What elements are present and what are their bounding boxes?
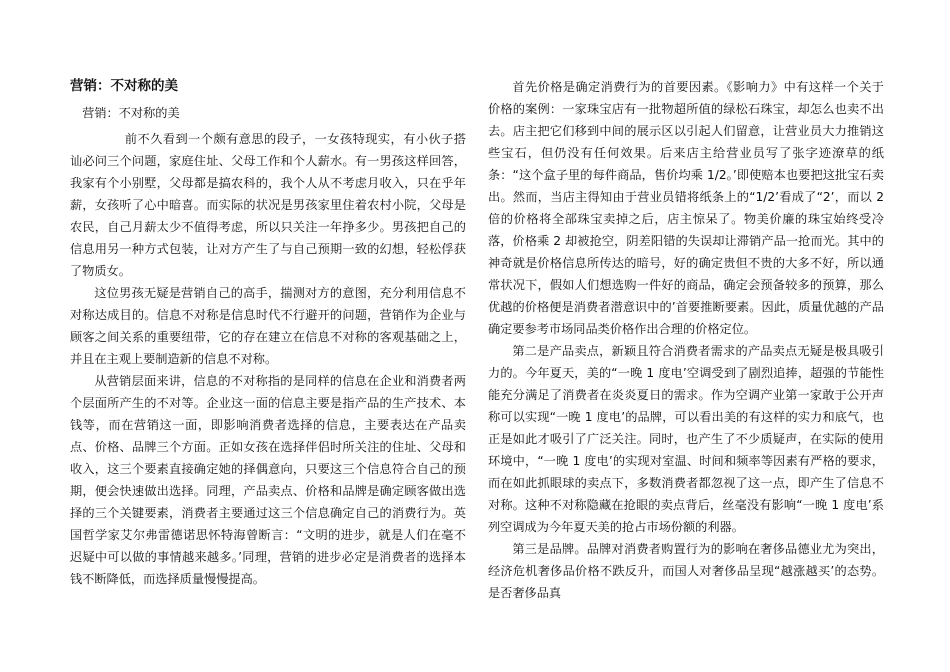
document-title: 营销：不对称的美 — [70, 78, 178, 94]
left-column — [70, 0, 466, 590]
subtitle-paragraph: 营销：不对称的美 — [82, 106, 180, 120]
paragraph-price: 首先价格是确定消费行为的首要因素。《影响力》中有这样一个关于价格的案例：一家珠宝店有一批物超所值的绿松石珠宝，却怎么也卖不出去。店主把它们移到中间的展示区以引起人们留意，让营业员大力推销这些宝石，但仍没有任何效果。后来店主给营业员写了张字迹潦草的纸条：“这个盒子里的每件商品，售价均乘 1/2。’即使赔本也要把这批宝石卖出。然而，当店主得知由于营业员错将纸条上的“1/2’看成了“2’，而以 2 倍的价格将全部珠宝卖掉之后，店主惊呆了。物美价廉的珠宝始终受冷落，价格乘 2 却被抢空，阴差阳错的失误却让滞销产品一抢而光。其中的神奇就是价格信息所传达的暗号，好的确定贵但不贵的大多不好，所以通常状况下，假如人们想选购一件好的商品，确定会预备较多的预算，那么优越的价格便是消费者潜意识中的’首要推断要素。因此，质量优越的产品确定要参考市场同品类价格作出合理的价格定位。 — [488, 80, 884, 336]
right-column — [488, 0, 884, 604]
paragraph-brand: 第三是品牌。品牌对消费者购置行为的影响在奢侈品德业尤为突出，经济危机奢侈品价格不跌反升，而国人对奢侈品呈现“越涨越买’的态势。是否奢侈品真 — [488, 542, 884, 600]
paragraph-marketing-level: 从营销层面来讲，信息的不对称指的是同样的信息在企业和消费者两个层面所产生的不对等。企业这一面的信息主要是指产品的生产技术、本钱等，而在营销这一面，即影响消费者选择的信息，主要表达在产品卖点、价格、品牌三个方面。正如女孩在选择伴侣时所关注的住址、父母和收入，这三个要素直接确定她的择偶意向，只要这三个信息符合自己的预期，便会快速做出选择。同理，产品卖点、价格和品牌是确定顾客做出选择的三个关键要素，消费者主要通过这三个信息确定自己的消费行为。英国哲学家艾尔弗雷德诺思怀特海曾断言：“文明的进步，就是人们在毫不迟疑中可以做的事情越来越多。’同理，营销的进步必定是消费者的选择本钱不断降低，而选择质量慢慢提高。 — [70, 374, 466, 586]
paragraph-selling-point: 第二是产品卖点，新颖且符合消费者需求的产品卖点无疑是极具吸引力的。今年夏天，美的“一晚 1 度电’空调受到了剧烈追捧，超强的节能性能充分满足了消费者在炎炎夏日的需求。作为空调产业第一家敢于公开声称可以实现“一晚 1 度电’的品牌，可以看出美的有这样的实力和底气，也正是如此才吸引了广泛关注。同时，也产生了不少质疑声，在实际的使用环境中，“一晚 1 度电’的实现对室温、时间和频率等因素有严格的要求，而在如此抓眼球的卖点下，多数消费者都忽视了这一点，即产生了信息不对称。这种不对称隐藏在抢眼的卖点背后，丝毫没有影响“一晚 1 度电’系列空调成为今年夏天美的抢占市场份额的利器。 — [488, 344, 884, 534]
paragraph-asymmetry: 这位男孩无疑是营销自己的高手，揣测对方的意图，充分利用信息不对称达成目的。信息不对称是信息时代不行避开的问题，营销作为企业与顾客之间关系的重要纽带，它的存在建立在信息不对称的客观基础之上，并且在主观上要制造新的信息不对称。 — [70, 286, 466, 366]
paragraph-anecdote: 前不久看到一个颇有意思的段子，一女孩特现实，有小伙子搭讪必问三个问题，家庭住址、父母工作和个人薪水。有一男孩这样回答，我家有个小别墅，父母都是搞农科的，我个人从不考虑月收入，只在乎年薪，女孩听了心中暗喜。而实际的状况是男孩家里住着农村小院，父母是农民，自己月薪太少不值得考虑，所以只关注一年挣多少。男孩把自己的信息用另一种方式包装，让对方产生了与自己预期一致的幻想，轻松俘获了物质女。 — [70, 132, 466, 278]
